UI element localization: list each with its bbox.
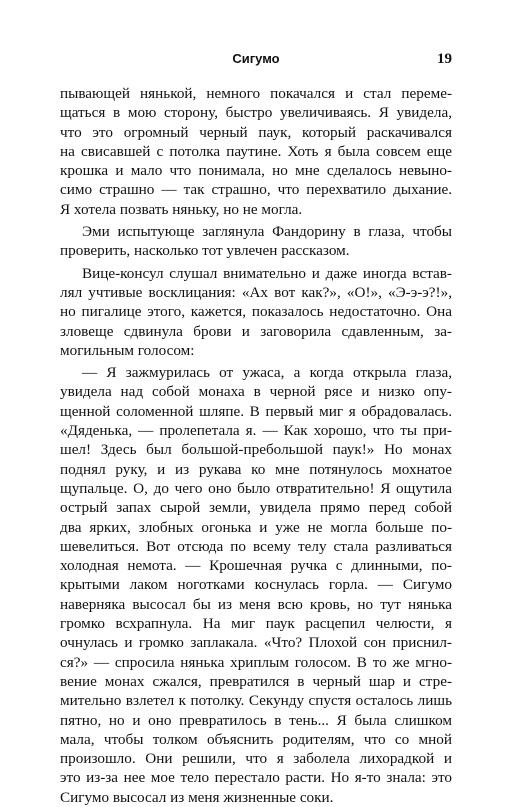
text-line: крытыми лаком ноготками коснулась горла. — Сигумо (60, 576, 452, 594)
running-head (60, 49, 452, 69)
text-line: зловеще сдвинула брови и заговорила сдавленным, за- (60, 322, 452, 340)
text-line: щупальце. О, до чего оно было отвратительно! Я ощутила (60, 479, 452, 497)
text-line: могильным голосом: (60, 341, 195, 359)
text-line: вение монах сжался, превратился в черный шар и стре- (60, 672, 452, 690)
text-line: Эми испытующе заглянула Фандорину в глаза, чтобы (82, 223, 452, 241)
text-line: мительно взлетел к потолку. Секунду спустя осталось лишь (60, 692, 452, 710)
text-line: пятно, но и оно превратилось в тень... Я была слишком (60, 711, 452, 729)
paragraph-4 (60, 363, 452, 807)
text-line: очнулась и громко заплакала. «Что? Плохой сон приснил- (60, 634, 452, 652)
text-line: холодная немота. — Крошечная ручка с длинными, по- (60, 557, 452, 575)
text-line: но пигалице этого, кажется, показалось недостаточно. Она (60, 303, 452, 321)
paragraph-3 (60, 264, 452, 360)
text-line: два ярких, злобных огонька и уже не могла больше по- (60, 518, 452, 536)
text-line: Я хотела позвать няньку, но не могла. (60, 200, 303, 218)
text-line: — Я зажмурилась от ужаса, а когда открыла глаза, (82, 364, 452, 382)
text-line: пывающей нянькой, немного покачался и стал переме- (60, 85, 452, 102)
text-line: острый запах сырой земли, увидела прямо перед собой (60, 499, 452, 517)
text-line: мала, чтобы толком объяснить родителям, что со мной (60, 730, 452, 748)
text-line: Вице-консул слушал внимательно и даже иногда встав- (82, 264, 452, 282)
text-line: ся?» — спросила нянька хриплым голосом. В то же мгно- (60, 653, 452, 671)
text-line: наверняка высосал бы из меня всю кровь, но тут нянька (60, 595, 452, 613)
paragraph-2 (60, 222, 452, 261)
running-title: Сигумо (232, 51, 280, 66)
paragraph-1 (60, 84, 452, 219)
text-line: щенной соломенной шляпе. В первый миг я обрадовалась. (60, 402, 452, 420)
text-line: лял учтивые восклицания: «Ах вот как?», «О!», «Э-э-э?!», (60, 283, 452, 301)
text-line: «Дяденька, — пролепетала я. — Как хорошо, что ты при- (60, 422, 452, 440)
text-line: это из-за нее мое тело перестало расти. Но я-то знала: это (60, 769, 452, 787)
text-line: произошло. Они решили, что я заболела лихорадкой и (60, 750, 452, 768)
text-line: громко всхрапнула. На миг паук расцепил челюсти, я (60, 615, 452, 633)
text-line: проверить, насколько тот увлечен рассказом. (60, 242, 350, 260)
text-line: увидела над собой монаха в черной рясе и низко опу- (60, 383, 452, 401)
text-line: симо страшно — так страшно, что перехватило дыхание. (60, 181, 452, 199)
text-line: крошка и мало что понимала, но мне сделалось невыно- (60, 162, 452, 180)
text-line: шел! Здесь был большой-пребольшой паук!» Но монах (60, 441, 452, 459)
text-line: Сигумо высосал из меня жизненные соки. (60, 788, 334, 806)
text-line: поднял руку, и из рукава ко мне потянулось мохнатое (60, 460, 452, 478)
page-number: 19 (437, 51, 452, 67)
text-line: что это огромный черный паук, который раскачивался (60, 123, 452, 141)
text-line: на свисавшей с потолка паутине. Хоть я была совсем еще (60, 142, 452, 160)
text-line: щаться в мою сторону, быстро увеличиваясь. Я увидела, (60, 104, 452, 122)
text-line: шевелиться. Вот отсюда по всему телу стала разливаться (60, 537, 452, 555)
body-text (60, 84, 452, 807)
